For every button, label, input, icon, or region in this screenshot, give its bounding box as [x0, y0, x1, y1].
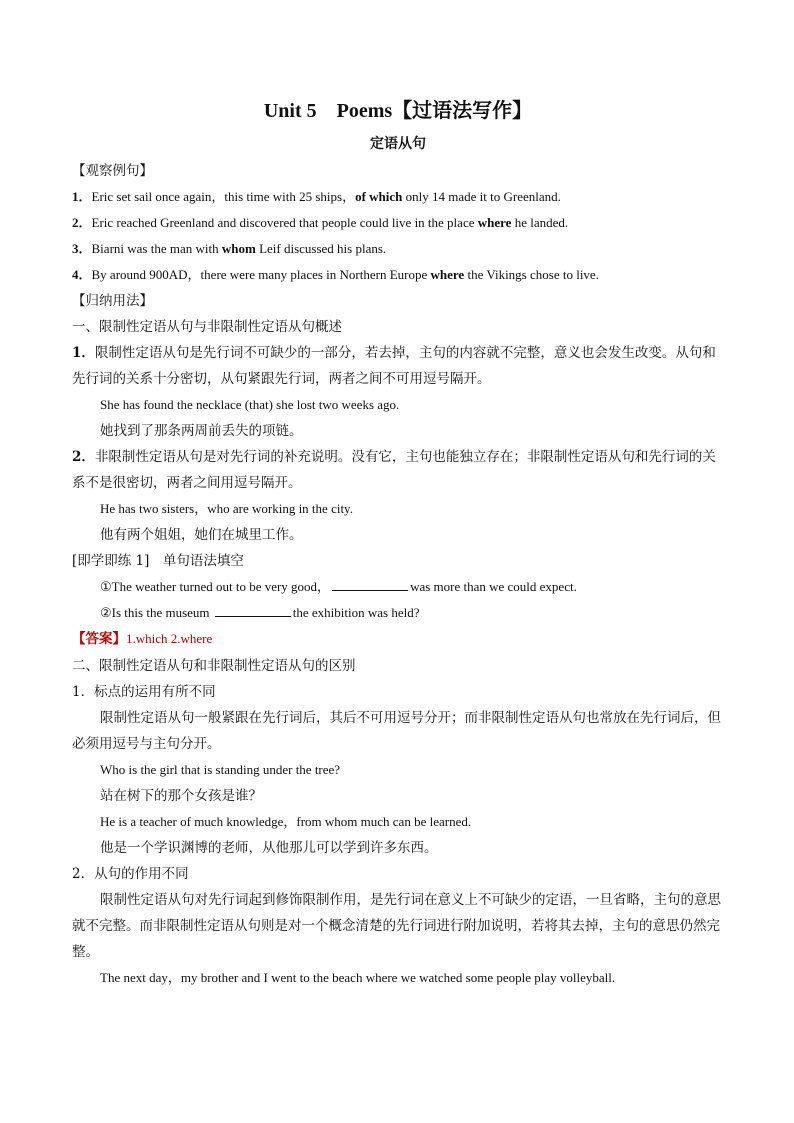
observe-item-2: 2．Eric reached Greenland and discovered that people could live in the place where he landed. — [72, 215, 569, 230]
page-title: Unit 5 Poems【过语法写作】 — [263, 100, 533, 122]
observe-item-1: 1．Eric set sail once again，this time with 25 ships，of which only 14 made it to Greenland. — [72, 189, 561, 204]
answer-blank-2[interactable] — [215, 603, 291, 617]
usage-heading: 【归纳用法】 — [72, 293, 153, 309]
answer-line: 【答案】1.which 2.where — [72, 631, 213, 647]
section1-example-2-cn: 他有两个姐姐，她们在城里工作。 — [100, 527, 303, 543]
section2-example-3-en: The next day，my brother and I went to the beach where we watched some people play volleyball. — [100, 970, 616, 985]
section2-example-1-en: Who is the girl that is standing under the tree? — [100, 762, 341, 777]
observe-item-4: 4．By around 900AD，there were many places in Northern Europe where the Vikings chose to live. — [72, 267, 599, 282]
section1-title: 一、限制性定语从句与非限制性定语从句概述 — [72, 319, 342, 335]
section1-example-1-cn: 她找到了那条两周前丢失的项链。 — [100, 423, 303, 439]
section1-example-1-en: She has found the necklace (that) she lost two weeks ago. — [100, 397, 400, 412]
section2-point-2-heading: 2．从句的作用不同 — [72, 866, 189, 882]
section2-example-1-cn: 站在树下的那个女孩是谁？ — [100, 788, 262, 804]
section2-title: 二、限制性定语从句和非限制性定语从句的区别 — [72, 658, 356, 674]
section2-point-1-text: 限制性定语从句一般紧跟在先行词后，其后不可用逗号分开；而非限制性定语从句也常放在先行词后，但必须用逗号与主句分开。 — [72, 710, 721, 752]
section2-point-2-text: 限制性定语从句对先行词起到修饰限制作用，是先行词在意义上不可缺少的定语，一旦省略，主句的意思就不完整。而非限制性定语从句则是对一个概念清楚的先行词进行附加说明，若将其去掉，主句的意思仍然完整。 — [72, 892, 721, 960]
section2-point-1-heading: 1．标点的运用有所不同 — [72, 684, 216, 700]
document-page — [72, 96, 724, 991]
section1-paragraph-2: 2．非限制性定语从句是对先行词的补充说明。没有它，主句也能独立存在；非限制性定语从句和先行词的关系不是很密切，两者之间用逗号隔开。 — [72, 449, 716, 491]
section1-paragraph-1: 1．限制性定语从句是先行词不可缺少的一部分，若去掉，主句的内容就不完整，意义也会发生改变。从句和先行词的关系十分密切，从句紧跟先行词，两者之间不可用逗号隔开。 — [72, 345, 716, 387]
practice-title: [即学即练 1] 单句语法填空 — [72, 553, 244, 569]
section1-example-2-en: He has two sisters，who are working in the city. — [100, 501, 353, 516]
practice-question-1: ①The weather turned out to be very good， was more than we could expect. — [100, 579, 577, 594]
observe-heading: 【观察例句】 — [72, 163, 153, 179]
practice-question-2: ②Is this the museum the exhibition was held? — [100, 605, 420, 620]
section2-example-2-cn: 他是一个学识渊博的老师，从他那儿可以学到许多东西。 — [100, 840, 438, 856]
answer-blank-1[interactable] — [332, 577, 408, 591]
observe-item-3: 3．Biarni was the man with whom Leif discussed his plans. — [72, 241, 387, 256]
page-subtitle: 定语从句 — [370, 136, 426, 152]
section2-example-2-en: He is a teacher of much knowledge，from whom much can be learned. — [100, 814, 472, 829]
